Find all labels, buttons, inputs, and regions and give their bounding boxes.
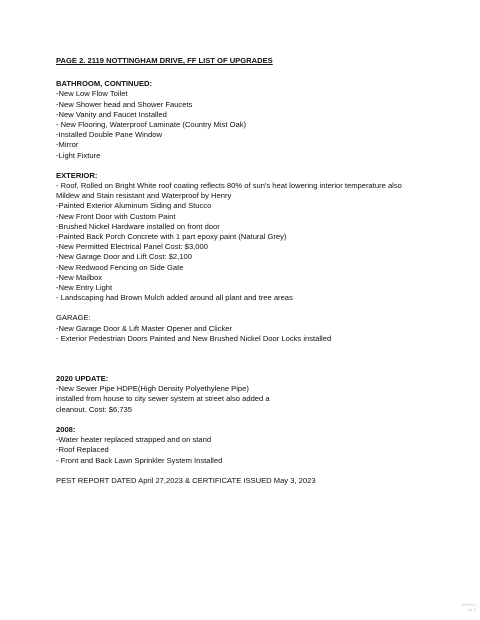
watermark-line: MLS	[467, 606, 476, 612]
list-item: -New Redwood Fencing on Side Gate	[56, 262, 184, 272]
list-item: -Light Fixture	[56, 150, 101, 160]
section-heading: GARAGE:	[56, 313, 91, 323]
list-item: -Water heater replaced strapped and on stand	[56, 435, 212, 445]
section-heading: BATHROOM, CONTINUED:	[56, 79, 153, 89]
list-item: -Installed Double Pane Window	[56, 130, 162, 140]
watermark-line: BAREIS	[461, 602, 476, 607]
list-item: - Roof, Rolled on Bright White roof coating reflects 80% of sun's heat lowering interior temperature also	[56, 181, 402, 191]
list-item: cleanout. Cost: $6,735	[56, 404, 132, 414]
watermark-logo	[461, 603, 476, 612]
section-2020-update	[56, 374, 428, 415]
pest-report-note: PEST REPORT DATED April 27,2023 & CERTIFICATE ISSUED May 3, 2023	[56, 475, 316, 485]
list-item: -New Garage Door and Lift Cost: $2,100	[56, 252, 192, 262]
list-item: -Painted Exterior Aluminum Siding and Stucco	[56, 201, 212, 211]
list-item: - New Flooring, Waterproof Laminate (Country Mist Oak)	[56, 120, 247, 130]
section-exterior	[56, 171, 428, 304]
list-item: installed from house to city sewer system at street also added a	[56, 394, 270, 404]
document-content	[56, 56, 428, 486]
list-item: -New Permitted Electrical Panel Cost: $3,000	[56, 242, 208, 252]
section-garage	[56, 313, 428, 344]
section-heading: 2020 UPDATE:	[56, 374, 109, 384]
list-item: -Brushed Nickel Hardware installed on front door	[56, 221, 220, 231]
list-item: -New Vanity and Faucet Installed	[56, 109, 167, 119]
list-item: -Roof Replaced	[56, 445, 109, 455]
section-bathroom	[56, 79, 428, 161]
list-item: -New Low Flow Toilet	[56, 89, 128, 99]
list-item: -New Entry Light	[56, 283, 113, 293]
list-item: - Front and Back Lawn Sprinkler System Installed	[56, 455, 223, 465]
page-title: PAGE 2. 2119 NOTTINGHAM DRIVE, FF LIST OF UPGRADES	[56, 56, 273, 65]
section-heading: EXTERIOR:	[56, 170, 98, 180]
section-2008	[56, 425, 428, 466]
list-item: -New Shower head and Shower Faucets	[56, 99, 193, 109]
list-item: -New Garage Door & Lift Master Opener and Clicker	[56, 323, 232, 333]
section-heading: 2008:	[56, 424, 76, 434]
list-item: - Exterior Pedestrian Doors Painted and New Brushed Nickel Door Locks installed	[56, 333, 332, 343]
list-item: -Painted Back Porch Concrete with 1 part epoxy paint (Natural Grey)	[56, 232, 287, 242]
list-item: -New Sewer Pipe HDPE(High Density Polyethylene Pipe)	[56, 384, 249, 394]
list-item: -Mirror	[56, 140, 79, 150]
list-item: Mildew and Stain resistant and Waterproof by Henry	[56, 191, 232, 201]
list-item: -New Front Door with Custom Paint	[56, 211, 176, 221]
list-item: -New Mailbox	[56, 272, 102, 282]
list-item: - Landscaping had Brown Mulch added around all plant and tree areas	[56, 293, 293, 303]
